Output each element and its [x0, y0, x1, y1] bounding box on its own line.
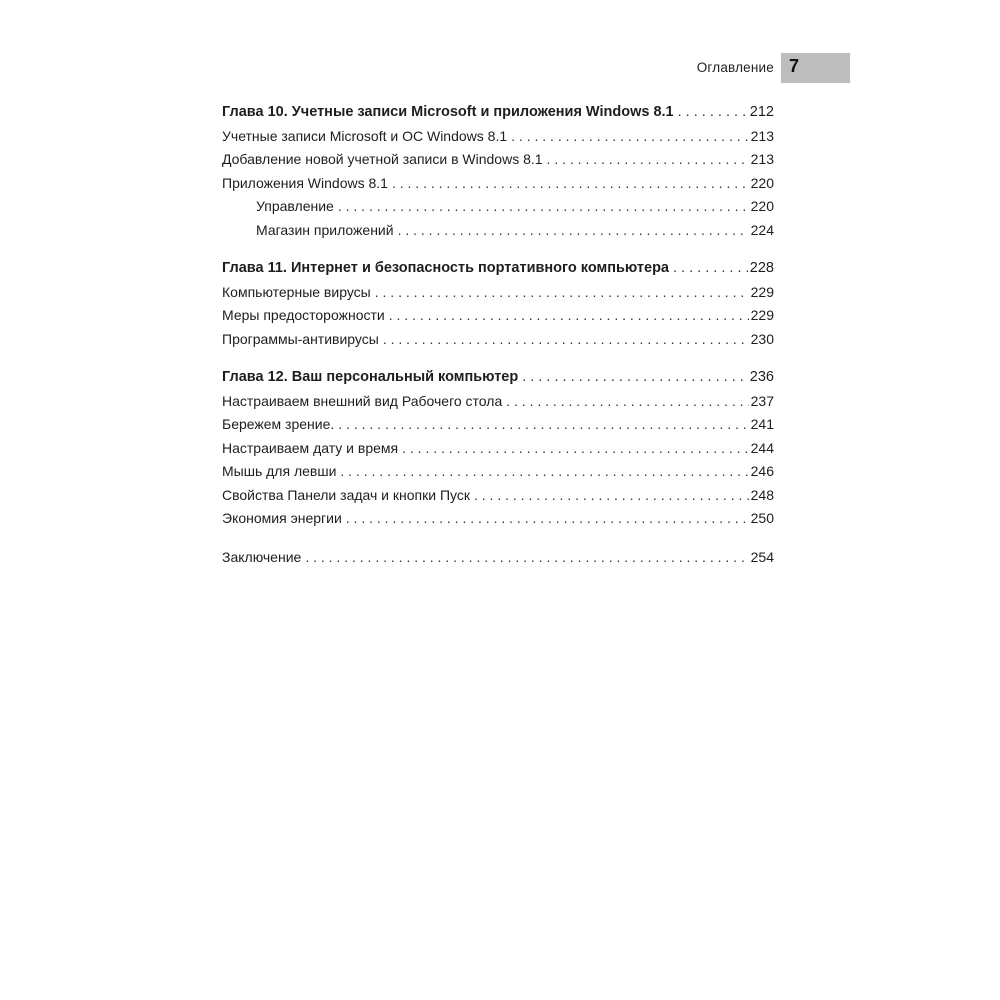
toc-page-number: 220: [750, 198, 774, 214]
dot-leader: [474, 487, 749, 503]
toc-section: [222, 369, 774, 534]
page-number-tab: [781, 53, 850, 83]
toc-page-number: 229: [750, 283, 774, 300]
toc-entry-title: Бережем зрение.: [222, 416, 335, 432]
toc-entry-row[interactable]: [222, 393, 774, 417]
toc-chapter-row[interactable]: [222, 369, 774, 393]
dot-leader: [392, 175, 749, 191]
toc-page-number: 229: [750, 307, 774, 323]
running-header: [0, 53, 1000, 83]
dot-leader: [402, 440, 749, 456]
dot-leader: [522, 369, 748, 385]
toc-entry-title: Приложения Windows 8.1: [222, 174, 388, 191]
toc-page-number: 212: [749, 104, 774, 120]
toc-page-number: 244: [750, 439, 774, 456]
toc-entry-title: Компьютерные вирусы: [222, 283, 371, 300]
dot-leader: [338, 198, 749, 214]
toc-entry-title: Свойства Панели задач и кнопки Пуск: [222, 486, 470, 503]
toc-page-number: 237: [750, 392, 774, 409]
toc-page-number: 230: [750, 330, 774, 347]
toc-entry-row[interactable]: [222, 549, 774, 573]
dot-leader: [346, 510, 749, 526]
toc-page-number: 248: [750, 486, 774, 503]
dot-leader: [383, 331, 749, 347]
toc-entry-row[interactable]: [222, 151, 774, 175]
toc-entry-row[interactable]: [222, 331, 774, 355]
toc-entry-title: Глава 10. Учетные записи Microsoft и приложения Windows 8.1: [222, 104, 674, 120]
toc-page-number: 250: [750, 510, 774, 526]
toc-entry-row[interactable]: [222, 284, 774, 308]
table-of-contents: [222, 104, 774, 587]
toc-entry-title: Настраиваем дату и время: [222, 439, 399, 456]
toc-page-number: 241: [750, 416, 774, 432]
dot-leader: [678, 104, 748, 120]
toc-page-number: 220: [750, 174, 774, 191]
toc-page-number: 246: [750, 463, 774, 479]
toc-entry-title: Управление: [256, 198, 334, 214]
dot-leader: [547, 151, 749, 167]
toc-page-number: 213: [750, 151, 774, 167]
dot-leader: [673, 260, 748, 276]
toc-entry-row[interactable]: [222, 198, 774, 222]
dot-leader: [340, 463, 748, 479]
toc-page-number: 228: [749, 260, 774, 276]
dot-leader: [389, 307, 749, 323]
toc-page-number: 254: [750, 548, 774, 565]
toc-entry-title: Экономия энергии: [222, 510, 342, 526]
toc-section: [222, 549, 774, 573]
toc-page-number: 213: [750, 127, 774, 144]
toc-entry-title: Меры предосторожности: [222, 307, 385, 323]
toc-section: [222, 260, 774, 354]
dot-leader: [305, 549, 748, 565]
toc-entry-row[interactable]: [222, 463, 774, 487]
dot-leader: [506, 393, 748, 409]
toc-chapter-row[interactable]: [222, 260, 774, 284]
toc-entry-row[interactable]: [222, 222, 774, 246]
toc-entry-row[interactable]: [222, 487, 774, 511]
toc-entry-title: Программы-антивирусы: [222, 330, 379, 347]
dot-leader: [375, 284, 749, 300]
header-title: Оглавление: [696, 60, 774, 75]
dot-leader: [511, 128, 749, 144]
toc-entry-title: Учетные записи Microsoft и ОС Windows 8.1: [222, 127, 508, 144]
toc-chapter-row[interactable]: [222, 104, 774, 128]
toc-page-number: 236: [749, 369, 774, 385]
toc-entry-row[interactable]: [222, 128, 774, 152]
toc-entry-row[interactable]: [222, 510, 774, 534]
toc-page-number: 224: [750, 221, 774, 238]
toc-entry-title: Заключение: [222, 548, 302, 565]
dot-leader: [398, 222, 749, 238]
toc-entry-title: Глава 12. Ваш персональный компьютер: [222, 369, 519, 385]
toc-entry-title: Мышь для левши: [222, 463, 337, 479]
toc-entry-row[interactable]: [222, 416, 774, 440]
toc-entry-title: Добавление новой учетной записи в Windows 8.1: [222, 151, 543, 167]
toc-entry-row[interactable]: [222, 175, 774, 199]
toc-section: [222, 104, 774, 245]
toc-entry-row[interactable]: [222, 307, 774, 331]
toc-entry-title: Глава 11. Интернет и безопасность портативного компьютера: [222, 260, 669, 276]
toc-entry-row[interactable]: [222, 440, 774, 464]
toc-entry-title: Настраиваем внешний вид Рабочего стола: [222, 392, 503, 409]
toc-entry-title: Магазин приложений: [256, 221, 394, 238]
dot-leader: [338, 416, 748, 432]
page-number: 7: [789, 56, 800, 76]
